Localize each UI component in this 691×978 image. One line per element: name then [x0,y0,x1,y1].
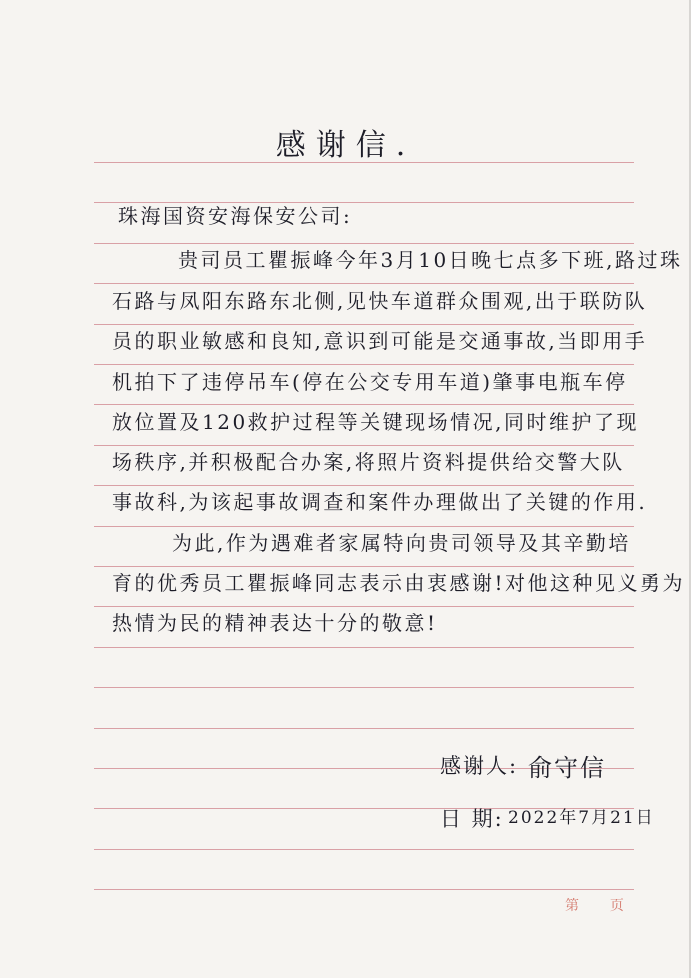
ruled-line [94,283,634,284]
page-label-prefix: 第 [565,898,579,914]
body-line: 热情为民的精神表达十分的敬意! [112,611,438,635]
page-footer [565,895,624,915]
ruled-line [94,728,634,729]
page-label-suffix: 页 [609,898,624,914]
date-value: 2022年7月21日 [508,808,655,828]
ruled-line [94,687,634,688]
body-line: 贵司员工瞿振峰今年3月10日晚七点多下班,路过珠 [178,248,683,272]
ruled-line [94,364,634,365]
body-line: 机拍下了违停吊车(停在公交专用车道)肇事电瓶车停 [112,370,628,394]
body-line: 员的职业敏感和良知,意识到可能是交通事故,当即用手 [112,329,648,353]
ruled-line [94,849,634,850]
body-line: 为此,作为遇难者家属特向贵司领导及其辛勤培 [172,531,631,555]
body-line: 事故科,为该起事故调查和案件办理做出了关键的作用. [112,490,648,514]
ruled-line [94,404,634,405]
ruled-line [94,889,634,890]
signature-name: 俞守信 [528,754,606,782]
body-line: 育的优秀员工瞿振峰同志表示由衷感谢!对他这种见义勇为 [112,571,686,595]
letter-title: 感谢信. [275,128,416,163]
signature-label: 感谢人: [440,754,519,778]
date-label: 日 期: [440,807,504,831]
body-line: 场秩序,并积极配合办案,将照片资料提供给交警大队 [112,450,625,474]
body-line: 放位置及120救护过程等关键现场情况,同时维护了现 [112,410,640,434]
ruled-line [94,647,634,648]
body-line: 石路与凤阳东路东北侧,见快车道群众围观,出于联防队 [112,289,648,313]
salutation: 珠海国资安海保安公司: [118,204,353,228]
